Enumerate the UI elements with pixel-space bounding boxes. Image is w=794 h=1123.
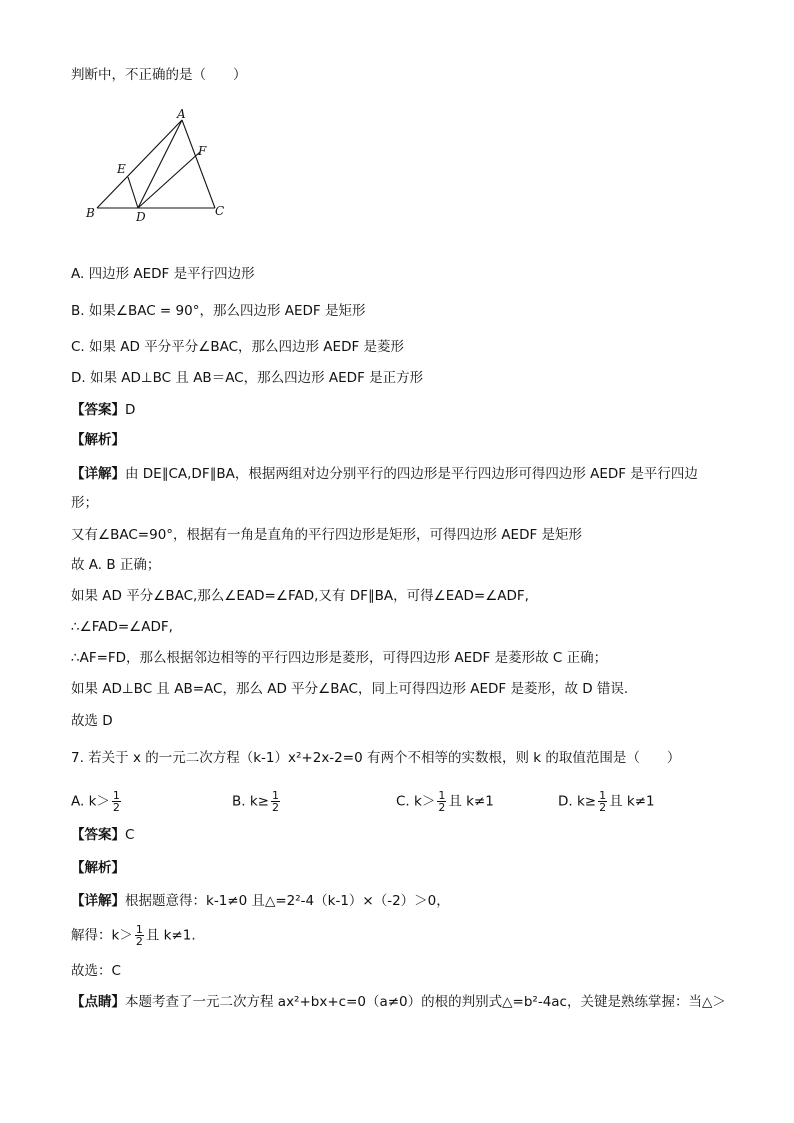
q6-detail-line-8: 如果 AD⊥BC 且 AB=AC，那么 AD 平分∠BAC，同上可得四边形 AEDF 是菱形，故 D 错误.	[71, 681, 629, 697]
triangle-figure	[80, 108, 260, 228]
q7-option-a: A. k＞ $\frac{1}{2}$	[71, 789, 120, 814]
q6-detail-line-4: 故 A. B 正确；	[71, 557, 161, 573]
q7-option-d: D. k≥ $\frac{1}{2}$ 且 k≠1	[558, 789, 655, 814]
q6-detail-line-5: 如果 AD 平分∠BAC,那么∠EAD=∠FAD,又有 DF∥BA，可得∠EAD=∠ADF,	[71, 588, 529, 604]
comment-label: 【点睛】	[71, 994, 125, 1010]
q6-option-d: D. 如果 AD⊥BC 且 AB＝AC，那么四边形 AEDF 是正方形	[71, 370, 424, 386]
label-b: B	[86, 206, 95, 220]
label-a: A	[177, 108, 186, 121]
fraction-half: $\frac{1}{2}$	[112, 789, 120, 814]
detail-label: 【详解】	[71, 466, 125, 482]
q6-option-a: A. 四边形 AEDF 是平行四边形	[71, 266, 255, 282]
q7-option-c: C. k＞ $\frac{1}{2}$ 且 k≠1	[396, 789, 494, 814]
q6-option-b: B. 如果∠BAC = 90°，那么四边形 AEDF 是矩形	[71, 303, 366, 319]
question-6-stem: 判断中，不正确的是（ ）	[71, 67, 247, 83]
q6-answer	[71, 401, 135, 419]
q6-detail-line-6: ∴∠FAD=∠ADF,	[71, 619, 173, 635]
label-f: F	[198, 144, 207, 158]
q7-answer	[71, 826, 134, 844]
q6-detail-line-9: 故选 D	[71, 713, 113, 729]
answer-value: D	[125, 402, 136, 418]
fraction-half: $\frac{1}{2}$	[271, 789, 279, 814]
q7-option-b: B. k≥ $\frac{1}{2}$	[232, 789, 279, 814]
fraction-half: $\frac{1}{2}$	[438, 789, 446, 814]
fraction-half: $\frac{1}{2}$	[135, 923, 143, 948]
q6-detail-line-3: 又有∠BAC=90°，根据有一角是直角的平行四边形是矩形，可得四边形 AEDF 是矩形	[71, 527, 583, 543]
answer-label: 【答案】	[71, 827, 125, 843]
q6-detail-line-1: 【详解】由 DE∥CA,DF∥BA，根据两组对边分别平行的四边形是平行四边形可得四边形 AEDF 是平行四边	[71, 466, 698, 482]
q6-option-c: C. 如果 AD 平分平分∠BAC，那么四边形 AEDF 是菱形	[71, 339, 405, 355]
q7-detail-line: 【详解】根据题意得：k-1≠0 且△=2²-4（k-1）×（-2）＞0，	[71, 893, 450, 909]
q7-solve-line: 解得：k＞ $\frac{1}{2}$ 且 k≠1.	[71, 923, 196, 948]
q6-analysis-label: 【解析】	[71, 432, 125, 448]
q7-comment-line: 【点睛】本题考查了一元二次方程 ax²+bx+c=0（a≠0）的根的判别式△=b²-4ac，关键是熟练掌握：当△＞	[71, 994, 726, 1010]
label-c: C	[215, 204, 225, 218]
label-d: D	[136, 210, 146, 224]
q7-analysis-label: 【解析】	[71, 860, 125, 876]
question-7-stem: 7. 若关于 x 的一元二次方程（k-1）x²+2x-2=0 有两个不相等的实数根，则 k 的取值范围是（ ）	[71, 750, 681, 766]
label-e: E	[117, 162, 126, 176]
q6-detail-line-2: 形；	[71, 495, 98, 511]
q7-choose-line: 故选：C	[71, 963, 121, 979]
detail-label: 【详解】	[71, 893, 125, 909]
q6-detail-line-7: ∴AF=FD，那么根据邻边相等的平行四边形是菱形，可得四边形 AEDF 是菱形故 C 正确；	[71, 650, 608, 666]
fraction-half: $\frac{1}{2}$	[599, 789, 607, 814]
answer-value: C	[125, 827, 135, 843]
answer-label: 【答案】	[71, 402, 125, 418]
